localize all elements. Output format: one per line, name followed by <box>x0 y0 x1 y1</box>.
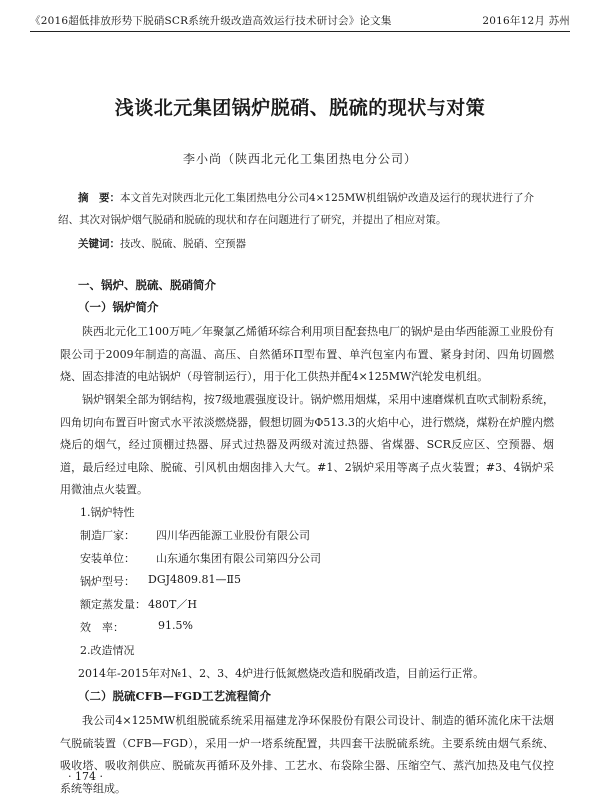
spec-key: 锅炉型号： <box>80 575 135 588</box>
spec-key: 安装单位： <box>80 552 135 565</box>
paragraph-desulfurization: 我公司4×125MW机组脱硫系统采用福建龙净环保股份有限公司设计、制造的循环流化床干法烟气脱硫装置（CFB—FGD），采用一炉一塔系统配置，共四套干法脱硫系统。主要系统由烟气系统、吸收塔、吸收剂供应、脱硫灰再循环及外排、工艺水、布袋除尘器、压缩空气、蒸汽加热及电气仪控系统等组成。 <box>60 714 554 795</box>
subsection-heading-desulfurization: （二）脱硫CFB—FGD工艺流程简介 <box>78 689 271 703</box>
spec-value: 四川华西能源工业股份有限公司 <box>156 529 310 542</box>
section-heading: 一、锅炉、脱硫、脱硝简介 <box>78 278 216 292</box>
spec-key: 制造厂家： <box>80 529 135 542</box>
keywords-label: 关键词： <box>78 238 120 250</box>
retrofit-text: 2014年-2015年对№1、2、3、4炉进行低氮燃烧改造和脱硝改造，目前运行正常。 <box>78 667 485 680</box>
spec-key: 效 率： <box>80 621 124 634</box>
keywords <box>78 234 548 254</box>
spec-value: 91.5% <box>158 619 193 632</box>
keywords-text: 技改、脱硫、脱硝、空预器 <box>120 238 246 250</box>
abstract-text: 本文首先对陕西北元化工集团热电分公司4×125MW机组锅炉改造及运行的现状进行了介绍、其次对锅炉烟气脱硝和脱硫的现状和存在问题进行了研究，并提出了相应对策。 <box>58 192 535 226</box>
paragraph-boiler-structure: 锅炉钢架全部为钢结构，按7级地震强度设计。锅炉燃用烟煤，采用中速磨煤机直吹式制粉系统，四角切向布置百叶窗式水平浓淡燃烧器，假想切圆为Φ513.3的火焰中心，进行燃烧，煤粉在炉膛内燃烧后的烟气，经过顶棚过热器、屏式过热器及两级对流过热器、省煤器、SCR反应区、空预器、烟道，最后经过电除、脱硫、引风机由烟囱排入大气。#1、2锅炉采用等离子点火装置；#3、4锅炉采用微油点火装置。 <box>60 393 554 496</box>
page-number: · 174 · <box>68 770 103 783</box>
paper-title: 浅谈北元集团锅炉脱硝、脱硫的现状与对策 <box>114 97 486 119</box>
spec-row <box>80 596 197 612</box>
spec-key: 额定蒸发量： <box>80 598 146 611</box>
abstract-label: 摘 要： <box>78 192 120 204</box>
header-proceedings-title: 《2016超低排放形势下脱硝SCR系统升级改造高效运行技术研讨会》论文集 <box>30 15 392 27</box>
abstract <box>58 187 548 231</box>
paragraph-boiler-intro: 陕西北元化工100万吨／年聚氯乙烯循环综合利用项目配套热电厂的锅炉是由华西能源工业股份有限公司于2009年制造的高温、高压、自然循环Π型布置、单汽包室内布置、紧身封闭、四角切圆燃烧、固态排渣的电站锅炉（母管制运行），用于化工供热并配4×125MW汽轮发电机组。 <box>60 325 554 383</box>
subsection-heading-boiler: （一）锅炉简介 <box>78 300 159 314</box>
running-header <box>30 10 570 32</box>
spec-row <box>80 573 241 589</box>
spec-row <box>80 619 193 635</box>
header-date-location: 2016年12月 苏州 <box>482 15 570 27</box>
spec-row <box>80 550 321 566</box>
spec-value: 480T／H <box>148 598 197 611</box>
spec-row <box>80 527 310 543</box>
spec-value: DGJ4809.81—Ⅱ5 <box>148 573 241 586</box>
author-line: 李小尚（陕西北元化工集团热电分公司） <box>182 152 417 166</box>
spec-value: 山东通尔集团有限公司第四分公司 <box>156 552 321 565</box>
list-title-retrofit: 2.改造情况 <box>80 644 135 657</box>
list-title-boiler-specs: 1.锅炉特性 <box>80 506 135 519</box>
